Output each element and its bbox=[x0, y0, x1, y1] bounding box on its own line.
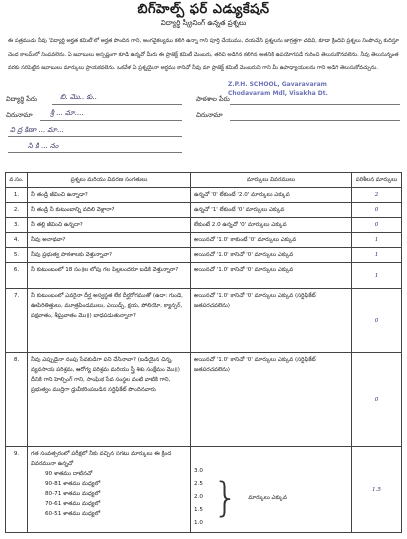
row-number: 5. bbox=[6, 248, 28, 263]
student-name-line bbox=[52, 104, 182, 105]
row-question: నీ కుటుంబంలో ఎవరైనా దీర్ఘ అస్వస్థత లేక దీర్ఘరోగముతో (ఉదా: గుండె, ఊపిరితిత్తులు, మూత్రపిండములు, ఎయిడ్స్, క్షయ, పోలియో, క్యాన్సర్, పక్షవాతం, శీఘ్రవాతం మొ॥) బాధపడుతున్నారా? bbox=[28, 289, 191, 353]
scale-value: 2.0 bbox=[194, 494, 203, 500]
table-row bbox=[6, 263, 402, 289]
address2-label: చిరునామా bbox=[196, 111, 223, 119]
row-number: 8. bbox=[6, 353, 28, 447]
extra-line-2 bbox=[8, 152, 182, 153]
row-question: నీ తండ్రి జీవించి ఉన్నాడా? bbox=[28, 188, 191, 203]
table-row bbox=[6, 248, 402, 263]
row-marks-rule: అయినచో '1.0' కానిచో '0' మార్కులు ఎక్కువ (సర్టిఫికేట్ జతపరచవలెను) bbox=[191, 353, 352, 447]
row-marks-rule: అయినచో '1.0' కానిచో '0' మార్కులు ఎక్కువ bbox=[191, 248, 352, 263]
row-marks-rule: అయినచో '1.0' కానిచో '0' మార్కులు ఎక్కువ (సర్టిఫికేట్ జతపరచవలెను) bbox=[191, 289, 352, 353]
row-question-text: గత సంవత్సరంలో పరీక్షలో నీకు వచ్చిన సగటు మార్కులు ఈ క్రింద వివరమునా ఉన్నచో bbox=[31, 451, 172, 467]
scale-values bbox=[194, 465, 203, 530]
row-number: 7. bbox=[6, 289, 28, 353]
address-value[interactable]: శ్రీ ... మా.... bbox=[50, 109, 84, 117]
row-question: నీవు ఎప్పుడైనా నంపు సేవకుడిగా పని చేసినావా? (బడియైన చిన్న, వ్యవసాయ పరిశ్రమ, ఆరోగ్య పరిశ్రమ మరియు స్త్రీ శిశు సంక్షేమం మొ॥) దీనికి గాని హెల్పింగ్ గాని, సాంఘిక సేవ సంస్థల వంటి వాటికి గాని, ప్రభుత్వం ముద్రిగా ధ్రువీకరింపబడిన సర్టిఫికేట్ పొందినవారు bbox=[28, 353, 191, 447]
row-mark-value[interactable]: 1 bbox=[352, 263, 402, 289]
scale-caption: మార్కులు ఎక్కువ bbox=[248, 494, 287, 501]
row-question: నీవు అనాథవా? bbox=[28, 233, 191, 248]
row-marks-rule: ఉన్నచో '1' లేకుంటే '0' మార్కులు ఎక్కువ bbox=[191, 203, 352, 218]
row-marks-rule: అయినచో '1.0' కాకుంటే '0' మార్కులు ఎక్కువ bbox=[191, 233, 352, 248]
form-subtitle: విద్యార్థి స్క్రీనింగ్ ఉన్నత ప్రశ్నలు bbox=[160, 19, 247, 27]
school-name-line bbox=[230, 104, 400, 105]
student-name-label: విద్యార్థి పేరు bbox=[6, 95, 38, 103]
marks-scale bbox=[194, 465, 348, 530]
brace-icon: } bbox=[212, 474, 239, 521]
row-number: 9. bbox=[6, 447, 28, 533]
row-marks-rule bbox=[191, 447, 352, 533]
row-number: 4. bbox=[6, 233, 28, 248]
col-header-marks-detail: మార్కులు వివరములు bbox=[191, 173, 352, 188]
table-header-row bbox=[6, 173, 402, 188]
row-question: నీవు ప్రభుత్వ పాఠశాలకు వెళ్తున్నావా? bbox=[28, 248, 191, 263]
table-row bbox=[6, 289, 402, 353]
row-marks-rule: ఉన్నచో '0' లేకుంటే '2.0' మార్కులు ఎక్కువ bbox=[191, 188, 352, 203]
scale-value: 2.5 bbox=[194, 481, 203, 487]
row-marks-rule: అయినచో '1.0' కానిచో '0' మార్కులు ఎక్కువ bbox=[191, 263, 352, 289]
row-mark-value[interactable]: 0 bbox=[352, 289, 402, 353]
table-row bbox=[6, 188, 402, 203]
range-item: 90 శాతము దాటినచో bbox=[45, 471, 93, 477]
row-number: 2. bbox=[6, 203, 28, 218]
range-item: 80-71 శాతము మధ్యలో bbox=[45, 491, 101, 497]
range-item: 70-61 శాతము మధ్యలో bbox=[45, 501, 101, 507]
form-title: బిగ్‌హెల్ప్ ఫర్ ఎడ్యుకేషన్ bbox=[137, 2, 270, 17]
scale-value: 1.5 bbox=[194, 507, 203, 513]
stamp-line-2: Chodavaram Mdl, Visakha Dt. bbox=[228, 90, 328, 97]
table-row bbox=[6, 447, 402, 533]
row-mark-value[interactable]: 1.5 bbox=[352, 447, 402, 533]
row-question: నీ కుటుంబంలో 18 సం॥ల లోపు గల పిల్లలందరూ బడికి వెళ్తున్నారా? bbox=[28, 263, 191, 289]
row-mark-value[interactable]: 0 bbox=[352, 218, 402, 233]
address2-line bbox=[230, 120, 400, 121]
extra-line-1 bbox=[8, 136, 182, 137]
row-marks-rule: లేకుంటే 2.0 ఉన్నచో '0' మార్కులు ఎక్కువ bbox=[191, 218, 352, 233]
range-item: 90-81 శాతము మధ్యలో bbox=[45, 481, 101, 487]
address-line bbox=[40, 120, 182, 121]
row-mark-value[interactable]: 2 bbox=[352, 188, 402, 203]
row-question: నీ తల్లి జీవించి ఉన్నదా? bbox=[28, 218, 191, 233]
table-row bbox=[6, 353, 402, 447]
table-row bbox=[6, 218, 402, 233]
address-label: చిరునామా bbox=[6, 111, 33, 119]
percentage-ranges bbox=[31, 469, 187, 519]
row-question bbox=[28, 447, 191, 533]
row-mark-value[interactable]: 0 bbox=[352, 353, 402, 447]
scale-value: 3.0 bbox=[194, 468, 203, 474]
instructions-paragraph: ఈ పత్రముచు నీవు 'విద్యార్థి అర్హత కమిటీ'లో అర్హత పొందిన గాని, అంగవైకల్యము కలిగి ఉన్నా గాని పూర్తి చేయుము, దయచేసి ప్రశ్నలను జాగ్రత్తగా చదివి, కూడా క్రిందివి ప్రశ్నలు నింపొచ్చు కుదిస్తూ చెంద కాలమ్‌లో నింపవలెను. ఏ జవాబులు అస్పష్టంగా కూడి ఉన్నవో మీరు ఈ ప్రాజెక్ట్ కమిటీ మెంబరు, తరిచి అడిగిన కలిగిన అతనికి ఉపయోగపడే గురించి తెలుసుకొనవలెను. నీవు తెలుసున్నంత వరకు సరిపెట్టిన జవాబులు మార్కులు ప్రాయకవలెను. ఒకవేళ ఏ ప్రశ్నయైనా అర్థము కానిచో నీవు మా ప్రాజెక్ట్ కమిటీ మెంబరుని గాని మీ ఉపాధ్యాయులను గాని అడిగి తెలుసుకోవచ్చును. bbox=[8, 38, 400, 71]
row-mark-value[interactable]: 1 bbox=[352, 248, 402, 263]
table-row bbox=[6, 203, 402, 218]
row-number: 6. bbox=[6, 263, 28, 289]
scale-value: 1.0 bbox=[194, 520, 203, 526]
row-mark-value[interactable]: 0 bbox=[352, 203, 402, 218]
table-row bbox=[6, 233, 402, 248]
row-number: 3. bbox=[6, 218, 28, 233]
row-mark-value[interactable]: 1 bbox=[352, 233, 402, 248]
stamp-line-1: Z.P.H. SCHOOL, Gavaravaram bbox=[228, 81, 327, 88]
col-header-no: వ.సం. bbox=[6, 173, 28, 188]
col-header-question: ప్రశ్నలు మరియు వివరణ సంగతులు bbox=[28, 173, 191, 188]
screening-table bbox=[5, 172, 402, 533]
row-question: నీ తండ్రి నీ కుటుంబాన్ని వదిలి వెళ్లారా? bbox=[28, 203, 191, 218]
row-number: 1. bbox=[6, 188, 28, 203]
school-stamp bbox=[228, 80, 328, 98]
range-item: 60-51 శాతము మధ్యలో bbox=[45, 511, 101, 517]
extra-value-2[interactable]: సి కి ... నం bbox=[28, 142, 59, 150]
student-name-value[interactable]: బి. మొ.. కు.. bbox=[60, 93, 97, 101]
school-name-label: పాఠశాల పేరు bbox=[196, 95, 230, 103]
extra-value-1[interactable]: వి ద్ర కిణా ... మా... bbox=[10, 126, 64, 134]
col-header-marks: పరిశీలన మార్కులు bbox=[352, 173, 402, 188]
